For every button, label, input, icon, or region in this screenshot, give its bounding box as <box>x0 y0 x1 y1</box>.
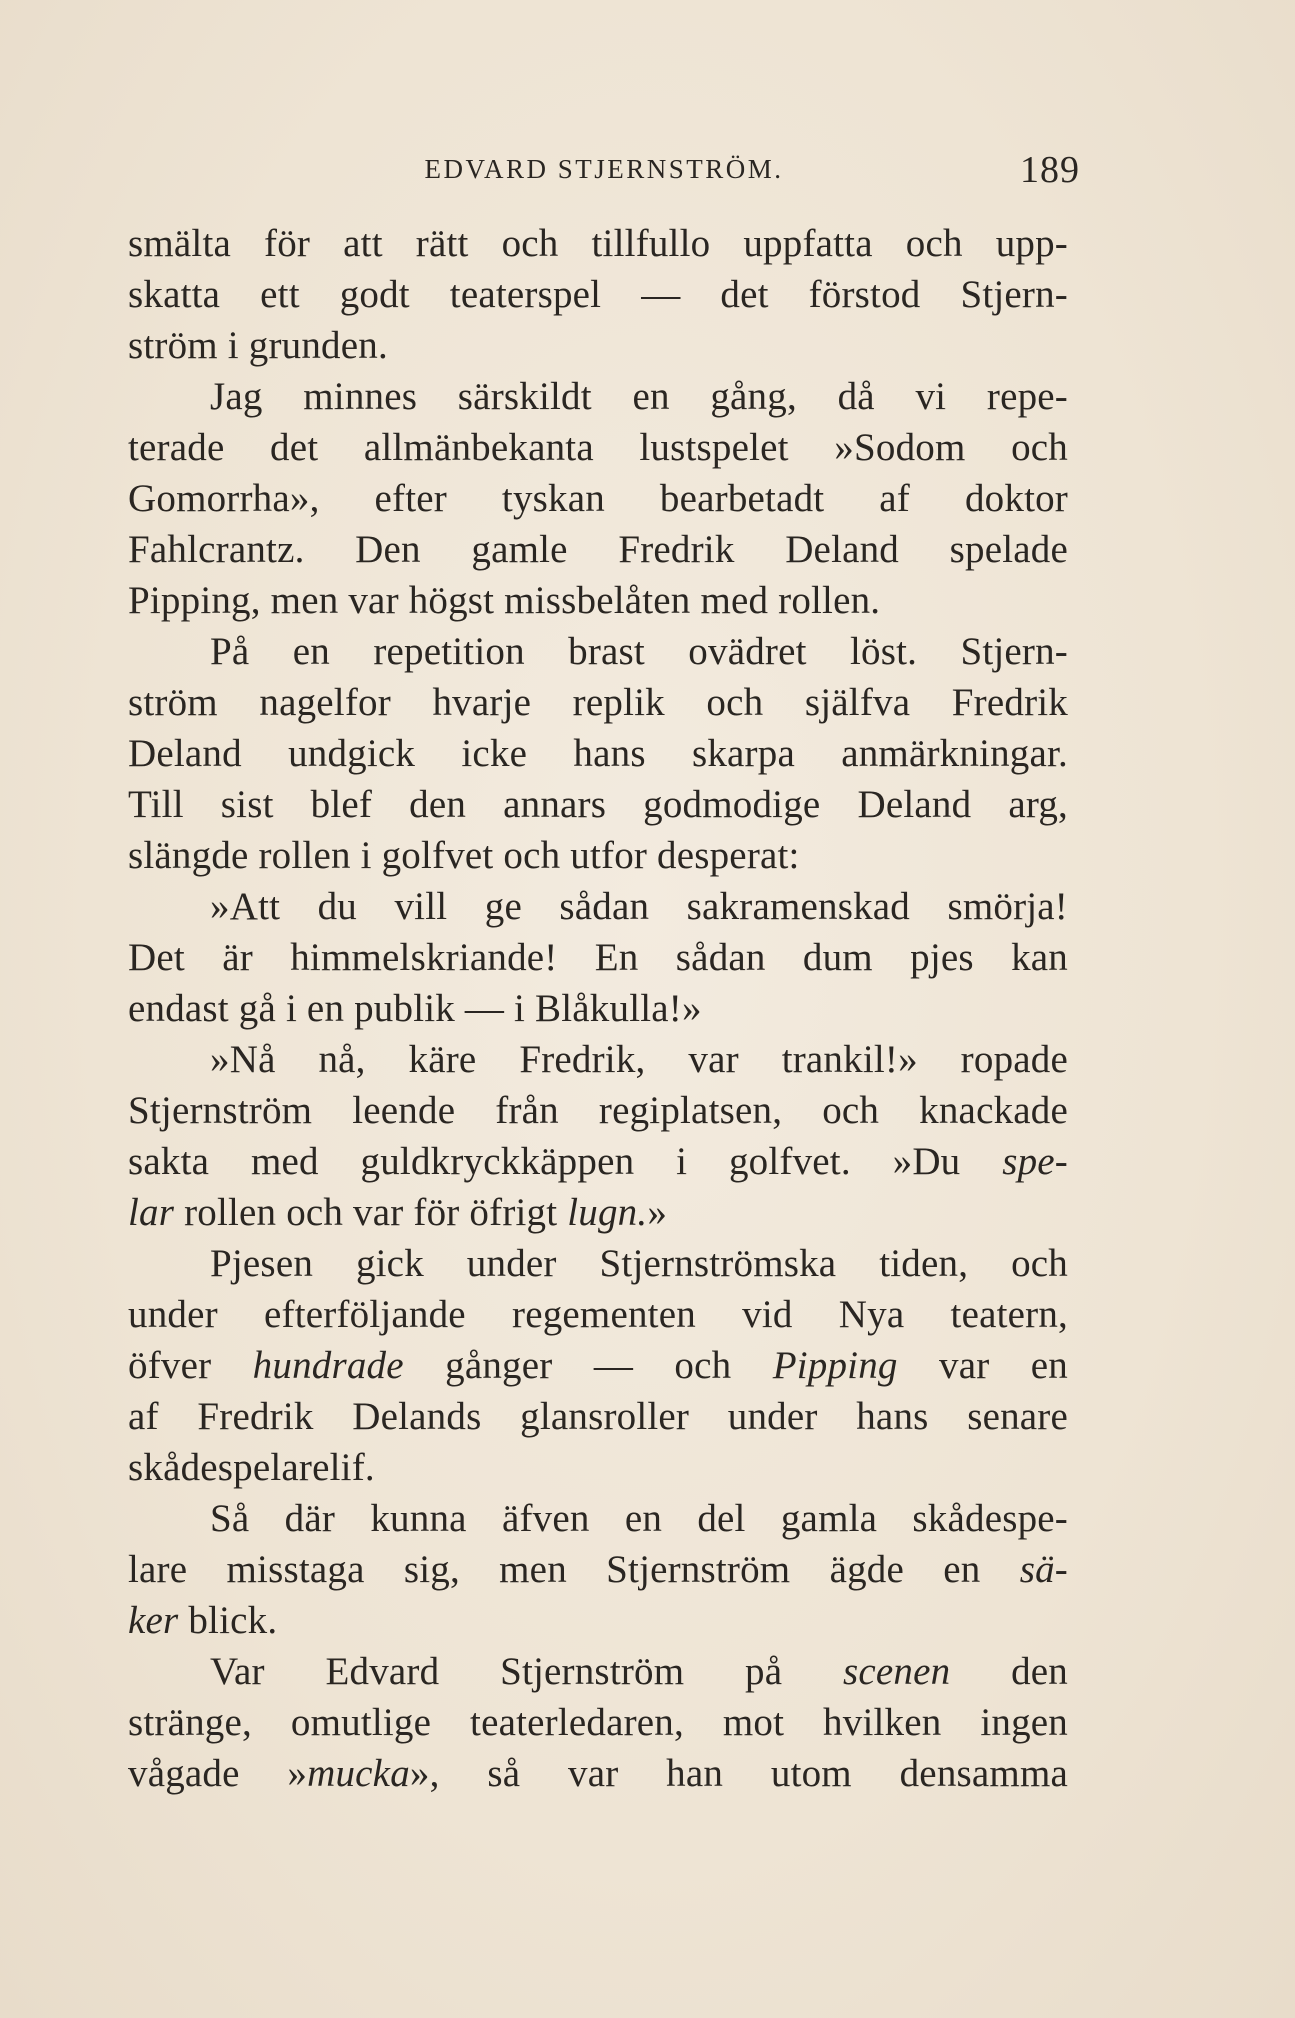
text-line: skatta ett godt teaterspel — det förstod Stjern- <box>128 273 1068 316</box>
text-line: Jag minnes särskildt en gång, då vi repe- <box>210 375 1068 418</box>
body-text <box>128 218 1068 1799</box>
text-line: Stjernström leende från regiplatsen, och knackade <box>128 1089 1068 1132</box>
text-line: Gomorrha», efter tyskan bearbetadt af doktor <box>128 477 1068 520</box>
text-line: sakta med guldkryckkäppen i golfvet. »Du spe- <box>128 1140 1068 1183</box>
text-line: smälta för att rätt och tillfullo uppfatta och upp- <box>128 222 1068 265</box>
running-head <box>128 148 1080 191</box>
text-line: ström nagelfor hvarje replik och själfva Fredrik <box>128 681 1068 724</box>
text-line: lare misstaga sig, men Stjernström ägde en sä- <box>128 1548 1068 1591</box>
text-line: »Nå nå, käre Fredrik, var trankil!» ropade <box>210 1038 1068 1081</box>
text-line: Fahlcrantz. Den gamle Fredrik Deland spelade <box>128 528 1068 571</box>
text-line: endast gå i en publik — i Blåkulla!» <box>128 987 702 1030</box>
text-line: under efterföljande regementen vid Nya teatern, <box>128 1293 1068 1336</box>
text-line: »Att du vill ge sådan sakramenskad smörja! <box>210 885 1068 928</box>
running-title: EDVARD STJERNSTRÖM. <box>424 154 784 184</box>
text-line: af Fredrik Delands glansroller under hans senare <box>128 1395 1068 1438</box>
text-line: Till sist blef den annars godmodige Deland arg, <box>128 783 1068 826</box>
text-line: Deland undgick icke hans skarpa anmärkningar. <box>128 732 1068 775</box>
text-line: ström i grunden. <box>128 324 388 367</box>
text-line: ker blick. <box>128 1599 278 1642</box>
text-line: slängde rollen i golfvet och utfor desperat: <box>128 834 800 877</box>
text-line: Var Edvard Stjernström på scenen den <box>210 1650 1068 1693</box>
text-line: terade det allmänbekanta lustspelet »Sodom och <box>128 426 1068 469</box>
page-number: 189 <box>1020 149 1080 191</box>
text-line: öfver hundrade gånger — och Pipping var en <box>128 1344 1068 1387</box>
text-line: Så där kunna äfven en del gamla skådespe- <box>210 1497 1068 1540</box>
text-line: lar rollen och var för öfrigt lugn.» <box>128 1191 668 1234</box>
text-line: Pjesen gick under Stjernströmska tiden, och <box>210 1242 1068 1285</box>
text-line: På en repetition brast ovädret löst. Stjern- <box>210 630 1068 673</box>
text-line: vågade »mucka», så var han utom densamma <box>128 1752 1068 1795</box>
text-line: skådespelarelif. <box>128 1446 375 1489</box>
text-line: Pipping, men var högst missbelåten med rollen. <box>128 579 881 622</box>
text-line: Det är himmelskriande! En sådan dum pjes kan <box>128 936 1068 979</box>
text-line: stränge, omutlige teaterledaren, mot hvilken ingen <box>128 1701 1068 1744</box>
